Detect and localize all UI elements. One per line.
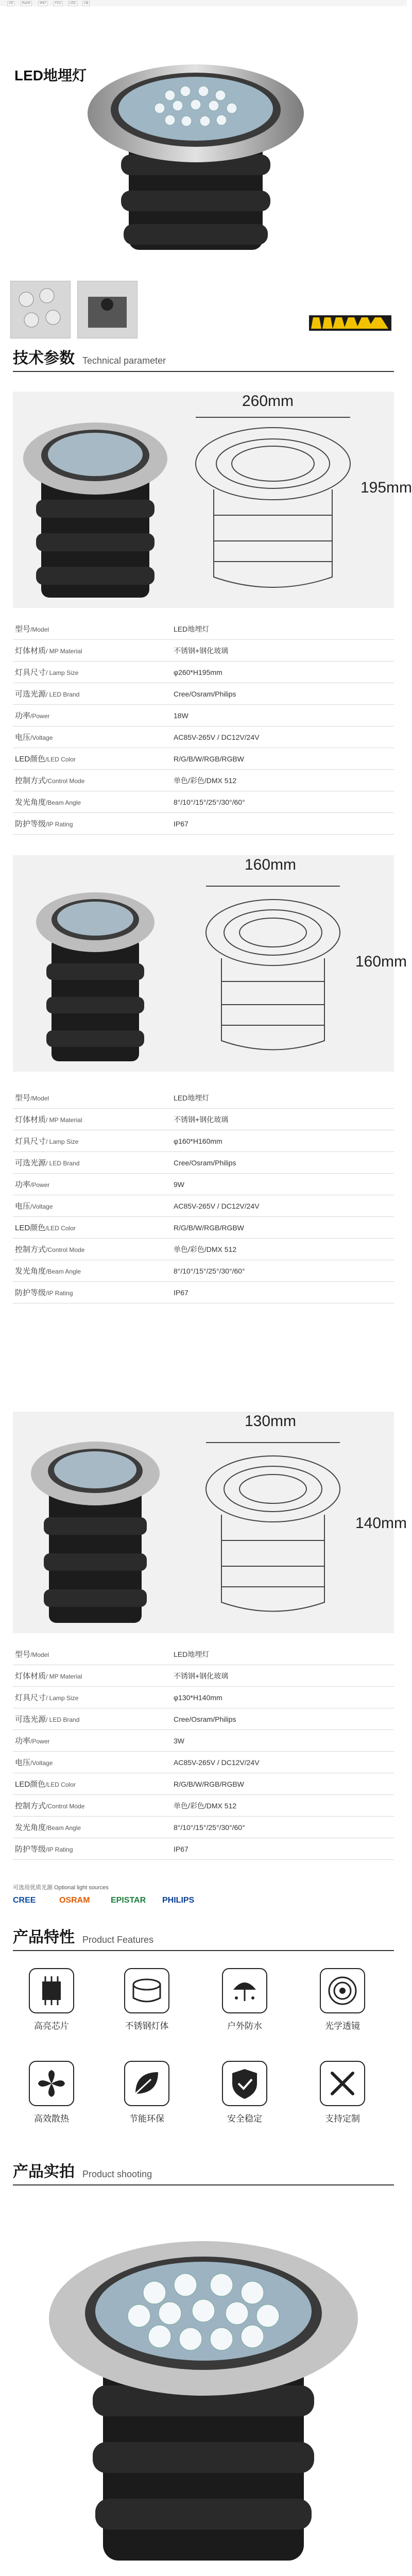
feature-item xyxy=(216,2061,273,2124)
value: IP67 xyxy=(171,1282,394,1303)
lens-icon xyxy=(320,1968,365,2013)
value: 8°/10°/15°/25°/30°/60° xyxy=(171,1817,394,1838)
feature-label: 光学透镜 xyxy=(325,2021,360,2031)
key-cn: 可选光源 xyxy=(15,1159,46,1167)
value: Cree/Osram/Philips xyxy=(171,1152,394,1174)
table-row xyxy=(13,1795,394,1817)
spec-3-table xyxy=(13,1643,394,1860)
table-row xyxy=(13,1708,394,1730)
brand-osram: OSRAM xyxy=(59,1896,90,1905)
key-en: /LED Color xyxy=(45,1225,76,1232)
spec-1-height: 195mm xyxy=(360,479,412,496)
key-cn: 电压 xyxy=(15,733,31,742)
key-cn: 防护等级 xyxy=(15,820,46,828)
value: 不锈钢+钢化玻璃 xyxy=(171,640,394,662)
feature-item xyxy=(23,1968,80,2031)
hero-lamp-image xyxy=(62,44,330,255)
brand-caption: 可选用优质光源 Optional light sources xyxy=(13,1885,109,1891)
feature-label: 不锈钢灯体 xyxy=(125,2021,169,2031)
value: R/G/B/W/RGB/RGBW xyxy=(171,1773,394,1795)
table-row xyxy=(13,705,394,726)
key-en: / Lamp Size xyxy=(46,1694,79,1702)
brand-epistar: EPISTAR xyxy=(111,1896,146,1905)
key-cn: LED颜色 xyxy=(15,1780,46,1789)
product-photo-1 xyxy=(0,2200,407,2576)
key-cn: 电压 xyxy=(15,1202,31,1211)
features-section-header xyxy=(13,1929,394,1951)
key-en: /Beam Angle xyxy=(46,1824,81,1832)
table-row xyxy=(13,748,394,770)
table-row xyxy=(13,1195,394,1217)
key-cn: 可选光源 xyxy=(15,690,46,699)
key-cn: LED颜色 xyxy=(15,755,46,764)
table-row xyxy=(13,1730,394,1752)
key-cn: 型号 xyxy=(15,1094,31,1103)
value: 8°/10°/15°/25°/30°/60° xyxy=(171,1260,394,1282)
fan-icon xyxy=(29,2061,74,2106)
steel-body-icon xyxy=(124,1968,169,2013)
value: φ130*H140mm xyxy=(171,1687,394,1708)
value: φ260*H195mm xyxy=(171,662,394,683)
key-cn: 灯具尺寸 xyxy=(15,668,46,677)
value: 单色/彩色/DMX 512 xyxy=(171,1239,394,1260)
feature-item xyxy=(314,1968,371,2031)
table-row xyxy=(13,1752,394,1773)
feature-item xyxy=(118,1968,175,2031)
key-en: /Power xyxy=(30,713,50,720)
waterproof-connector-thumbnail xyxy=(77,281,138,338)
key-en: /IP Rating xyxy=(46,1290,73,1297)
section-title-en: Technical parameter xyxy=(82,355,166,366)
feature-label: 高效散热 xyxy=(34,2114,69,2124)
table-row xyxy=(13,1087,394,1109)
key-en: /IP Rating xyxy=(46,1846,73,1853)
waterproof-icon xyxy=(222,1968,267,2013)
table-row xyxy=(13,1773,394,1795)
section-title-en: Product Features xyxy=(82,1935,154,1945)
key-cn: 发光角度 xyxy=(15,798,46,807)
table-row xyxy=(13,1217,394,1239)
key-cn: 功率 xyxy=(15,1737,31,1745)
certification-strip xyxy=(0,0,407,6)
key-cn: 灯体材质 xyxy=(15,1115,46,1124)
key-en: /LED Color xyxy=(45,1781,76,1788)
key-en: /Voltage xyxy=(30,1203,53,1210)
key-en: /Control Mode xyxy=(46,1803,85,1810)
cert-badge: LED xyxy=(68,1,77,6)
value: IP67 xyxy=(171,1838,394,1860)
key-en: /LED Color xyxy=(45,756,76,763)
key-en: /Voltage xyxy=(30,1759,53,1767)
feature-item xyxy=(216,1968,273,2031)
key-en: /Power xyxy=(30,1181,50,1189)
chip-icon xyxy=(29,1968,74,2013)
key-cn: 灯体材质 xyxy=(15,1672,46,1681)
feature-item xyxy=(23,2061,80,2124)
value: 9W xyxy=(171,1174,394,1195)
value: 18W xyxy=(171,705,394,726)
table-row xyxy=(13,813,394,835)
feature-label: 节能环保 xyxy=(129,2114,164,2124)
key-en: /Model xyxy=(30,626,49,633)
key-cn: 型号 xyxy=(15,625,31,634)
value: LED地埋灯 xyxy=(171,618,394,640)
value: φ160*H160mm xyxy=(171,1130,394,1152)
table-row xyxy=(13,683,394,705)
key-cn: 控制方式 xyxy=(15,776,46,785)
value: AC85V-265V / DC12V/24V xyxy=(171,1195,394,1217)
key-en: /Voltage xyxy=(30,734,53,741)
table-row xyxy=(13,1817,394,1838)
key-en: /IP Rating xyxy=(46,821,73,828)
spec-3-line-drawing xyxy=(191,1432,355,1623)
cert-badge: CB xyxy=(82,1,90,6)
table-row xyxy=(13,1109,394,1130)
value: IP67 xyxy=(171,813,394,835)
section-title-cn: 产品实拍 xyxy=(13,2163,75,2180)
value: 单色/彩色/DMX 512 xyxy=(171,770,394,791)
leaf-icon xyxy=(124,2061,169,2106)
key-cn: LED颜色 xyxy=(15,1224,46,1232)
key-cn: 灯体材质 xyxy=(15,647,46,655)
cert-badge: FCC xyxy=(54,1,63,6)
table-row xyxy=(13,1239,394,1260)
key-cn: 电压 xyxy=(15,1758,31,1767)
key-en: /Control Mode xyxy=(46,1246,85,1253)
shield-icon xyxy=(222,2061,267,2106)
section-title-en: Product shooting xyxy=(82,2169,152,2179)
spec-1-lamp-photo xyxy=(21,402,170,603)
value: 不锈钢+钢化玻璃 xyxy=(171,1665,394,1687)
key-en: / MP Material xyxy=(46,1116,82,1124)
spec-2-width: 160mm xyxy=(245,856,297,873)
table-row xyxy=(13,1260,394,1282)
key-cn: 功率 xyxy=(15,711,31,720)
key-en: / MP Material xyxy=(46,648,82,655)
key-cn: 防护等级 xyxy=(15,1289,46,1297)
table-row xyxy=(13,640,394,662)
cert-badge: RoHS xyxy=(21,1,32,6)
key-en: /Beam Angle xyxy=(46,1268,81,1275)
cert-badge: CE xyxy=(7,1,14,6)
table-row xyxy=(13,1282,394,1303)
table-row xyxy=(13,1838,394,1860)
key-cn: 防护等级 xyxy=(15,1845,46,1854)
feature-item xyxy=(314,2061,371,2124)
value: 不锈钢+钢化玻璃 xyxy=(171,1109,394,1130)
spec-2-height: 160mm xyxy=(355,953,407,970)
table-row xyxy=(13,1687,394,1708)
spec-2-table xyxy=(13,1087,394,1303)
shots-section-header xyxy=(13,2164,394,2185)
table-row xyxy=(13,791,394,813)
key-en: / LED Brand xyxy=(46,1160,80,1167)
table-row xyxy=(13,1643,394,1665)
feature-item xyxy=(118,2061,175,2124)
value: AC85V-265V / DC12V/24V xyxy=(171,1752,394,1773)
value: R/G/B/W/RGB/RGBW xyxy=(171,748,394,770)
feature-label: 安全稳定 xyxy=(227,2114,262,2124)
key-cn: 可选光源 xyxy=(15,1715,46,1724)
spec-1-width: 260mm xyxy=(242,393,294,410)
beam-angle-strip xyxy=(309,315,391,331)
section-title-cn: 产品特性 xyxy=(13,1929,75,1946)
spec-2-line-drawing xyxy=(191,876,355,1061)
brand-philips: PHILIPS xyxy=(162,1896,195,1905)
key-cn: 发光角度 xyxy=(15,1267,46,1276)
section-title-cn: 技术参数 xyxy=(13,350,75,367)
value: R/G/B/W/RGB/RGBW xyxy=(171,1217,394,1239)
key-en: / Lamp Size xyxy=(46,1138,79,1145)
spec-2-lamp-photo xyxy=(21,871,170,1066)
lens-detail-thumbnail xyxy=(10,281,71,338)
key-cn: 灯具尺寸 xyxy=(15,1137,46,1146)
key-cn: 控制方式 xyxy=(15,1802,46,1810)
table-row xyxy=(13,1174,394,1195)
key-en: /Power xyxy=(30,1738,50,1745)
key-cn: 灯具尺寸 xyxy=(15,1693,46,1702)
value: 单色/彩色/DMX 512 xyxy=(171,1795,394,1817)
hero-title: LED地埋灯 xyxy=(14,67,87,83)
value: LED地埋灯 xyxy=(171,1087,394,1109)
key-en: / MP Material xyxy=(46,1673,82,1680)
value: LED地埋灯 xyxy=(171,1643,394,1665)
feature-label: 户外防水 xyxy=(227,2021,262,2031)
key-cn: 功率 xyxy=(15,1180,31,1189)
spec-1-line-drawing xyxy=(185,407,360,598)
table-row xyxy=(13,726,394,748)
table-row xyxy=(13,1152,394,1174)
lens-array-icon xyxy=(11,281,70,338)
tech-section-header xyxy=(13,350,394,372)
feature-label: 高亮芯片 xyxy=(34,2021,69,2031)
table-row xyxy=(13,770,394,791)
key-cn: 发光角度 xyxy=(15,1823,46,1832)
key-en: / Lamp Size xyxy=(46,669,79,676)
spec-1-table xyxy=(13,618,394,835)
table-row xyxy=(13,1130,394,1152)
value: 8°/10°/15°/25°/30°/60° xyxy=(171,791,394,813)
table-row xyxy=(13,1665,394,1687)
value: Cree/Osram/Philips xyxy=(171,683,394,705)
key-en: /Model xyxy=(30,1095,49,1102)
cert-badge: IP67 xyxy=(38,1,47,6)
key-en: /Control Mode xyxy=(46,777,85,785)
brand-logos xyxy=(13,1892,219,1910)
beam-cones-icon xyxy=(309,315,391,331)
value: AC85V-265V / DC12V/24V xyxy=(171,726,394,748)
brand-cree: CREE xyxy=(13,1896,36,1905)
key-cn: 型号 xyxy=(15,1650,31,1659)
spec-3-height: 140mm xyxy=(355,1515,407,1532)
value: Cree/Osram/Philips xyxy=(171,1708,394,1730)
key-en: / LED Brand xyxy=(46,691,80,698)
key-en: /Model xyxy=(30,1651,49,1658)
spec-3-width: 130mm xyxy=(245,1413,297,1430)
value: 3W xyxy=(171,1730,394,1752)
key-cn: 控制方式 xyxy=(15,1245,46,1254)
key-en: /Beam Angle xyxy=(46,799,81,806)
connector-icon xyxy=(78,281,137,338)
key-en: / LED Brand xyxy=(46,1716,80,1723)
feature-label: 支持定制 xyxy=(325,2114,360,2124)
table-row xyxy=(13,662,394,683)
spec-3-lamp-photo xyxy=(21,1422,170,1628)
tools-icon xyxy=(320,2061,365,2106)
table-row xyxy=(13,618,394,640)
